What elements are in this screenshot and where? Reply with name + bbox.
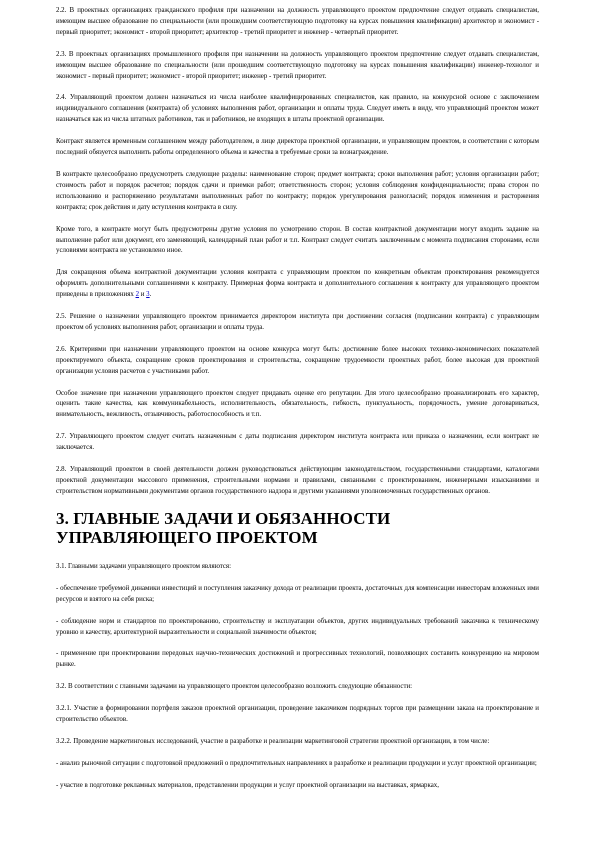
paragraph-reputation: Особое значение при назначении управляющего проектом следует придавать оценке его репутации. Для этого целесообразно проанализировать его характер, оценить такие качества, как коммуникабельность, исполнительность, обязательность, гибкость, пунктуальность, порядочность, умение договариваться, внимательность, вежливость, отзывчивость, работоспособность и т.п. <box>56 389 539 419</box>
paragraph-3-2-2: 3.2.2. Проведение маркетинговых исследований, участие в разработке и реализации маркетинговой стратегии проектной организации, в том числе: <box>56 737 490 745</box>
paragraph-contract-sections: В контракте целесообразно предусмотреть следующие разделы: наименование сторон; предмет контракта; сроки выполнения работ; условия организации работ; стоимость работ и порядок расчетов; порядок сдачи и приемки работ; ответственность сторон; условия соблюдения конфиденциальности; права сторон по использованию и распоряжению результатами выполненных работ по контракту; порядок урегулирования разногласий; порядок изменения и расторжения контракта; срок действия и дату вступления контракта в силу. <box>56 170 539 211</box>
list-item-technologies: - применение при проектировании передовых научно-технических достижений и прогрессивных технологий, позволяющих составить конкуренцию на мировом рынке. <box>56 650 539 669</box>
paragraph-contract-other-terms: Кроме того, в контракте могут быть предусмотрены другие условия по усмотрению сторон. В состав контрактной документации могут входить задание на выполнение работ или документ, его заменяющий, календарный план работ и т.п. Контракт следует считать заключенным с момента подписания сторонами, если условиями контракта не установлено иное. <box>56 225 539 255</box>
list-item-investments: - обеспечение требуемой динамики инвестиций и поступления заказчику дохода от реализации проекта, достаточных для компенсации инвесторам вложенных ими ресурсов и взятого на себя риска; <box>56 584 539 603</box>
list-item-market-analysis: - анализ рыночной ситуации с подготовкой предложений о предпочтительных направлениях в разработке и реализации продукции и услуг проектной организации; <box>56 759 537 767</box>
paragraph-3-2: 3.2. В соответствии с главными задачами на управляющего проектом целесообразно возложить следующие обязанности: <box>56 683 413 691</box>
appendix-text: Для сокращения объема контрактной документации условия контракта с управляющим проектом по конкретным объектам проектирования рекомендуется оформлять дополнительными соглашениями к контракту. Примерная форма контракта и дополнительного соглашения к контракту для управляющего проектом приведены в приложениях <box>56 269 539 299</box>
appendix-end-text: . <box>149 291 152 299</box>
list-item-advertising: - участие в подготовке рекламных материалов, представлении продукции и услуг проектной организации на выставках, ярмарках, <box>56 781 439 789</box>
section-3-heading: 3. ГЛАВНЫЕ ЗАДАЧИ И ОБЯЗАННОСТИ УПРАВЛЯЮЩЕГО ПРОЕКТОМ <box>56 508 391 548</box>
paragraph-2-3: 2.3. В проектных организациях промышленного профиля при назначении на должность управляющего проектом предпочтение следует отдавать специалистам, имеющим высшее образование по специальности (или прошедшим соответствующую подготовку на курсах повышения квалификации) инженер-технолог и экономист - первый приоритет; экономист - второй приоритет; инженер - третий приоритет. <box>56 50 539 80</box>
list-item-standards: - соблюдение норм и стандартов по проектированию, строительству и эксплуатации объектов, других индивидуальных требований заказчика к техническому уровню и качеству, архитектурной выразительности и социальной значимости объектов; <box>56 617 539 636</box>
paragraph-2-8: 2.8. Управляющий проектом в своей деятельности должен руководствоваться действующим законодательством, государственными стандартами, каталогами проектной документации массового применения, строительными нормами и правилами, связанными с проектированием, инженерными изысканиями и строительством нормативными документами органов государственного надзора и другими указаниями уполномоченных государственных органов. <box>56 466 539 495</box>
paragraph-2-6: 2.6. Критериями при назначении управляющего проектом на основе конкурса могут быть: достижение более высоких технико-экономических показателей проектируемого объекта, сокращение сроков проектирования и строительства, сокращение трудоемкости проектных работ, более высокая для проектной организации условия расчетов с участниками работ. <box>56 345 539 375</box>
paragraph-contract-definition: Контракт является временным соглашением между работодателем, в лице директора проектной организации, и управляющим проектом, в соответствии с которым последний обязуется выполнить работы определенного объема и качества в требуемые сроки за вознаграждение. <box>56 138 539 157</box>
paragraph-2-5: 2.5. Решение о назначении управляющего проектом принимается директором института при достижении согласия (подписании контракта) с управляющим проектом об условиях выполнения работ, организации и оплаты труда. <box>56 313 539 331</box>
appendix-2-link[interactable]: 2 <box>135 291 140 299</box>
paragraph-2-4: 2.4. Управляющий проектом должен назначаться из числа наиболее квалифицированных специалистов, как правило, на конкурсной основе с заключением индивидуального соглашения (контракта) об условиях выполнения работ, организации и оплаты труда. Следует иметь в виду, что управляющий проектом может назначаться как из числа штатных работников, так и работников, не входящих в штаты проектной организации. <box>56 94 539 124</box>
paragraph-2-2: 2.2. В проектных организациях гражданского профиля при назначении на должность управляющего проектом предпочтение следует отдавать специалистам, имеющим высшее образование по специальности (или прошедшим соответствующую подготовку на курсах повышения квалификации) архитектор и экономист - первый приоритет; экономист - второй приоритет; архитектор - третий приоритет и инженер - четвертый приоритет. <box>56 7 539 36</box>
appendix-and-text: и <box>139 291 147 299</box>
appendix-3-link[interactable]: 3 <box>146 291 150 299</box>
paragraph-3-1: 3.1. Главными задачами управляющего проектом являются: <box>56 562 231 570</box>
paragraph-3-2-1: 3.2.1. Участие в формировании портфеля заказов проектной организации, проведение заказчиком подрядных торгов при размещении заказа на проектирование и строительство объектов. <box>56 705 539 724</box>
paragraph-2-7: 2.7. Управляющего проектом следует считать назначенным с даты подписания директором института контракта или приказа о назначении, если контракт не заключается. <box>56 433 539 452</box>
paragraph-appendix-reference <box>56 268 539 301</box>
